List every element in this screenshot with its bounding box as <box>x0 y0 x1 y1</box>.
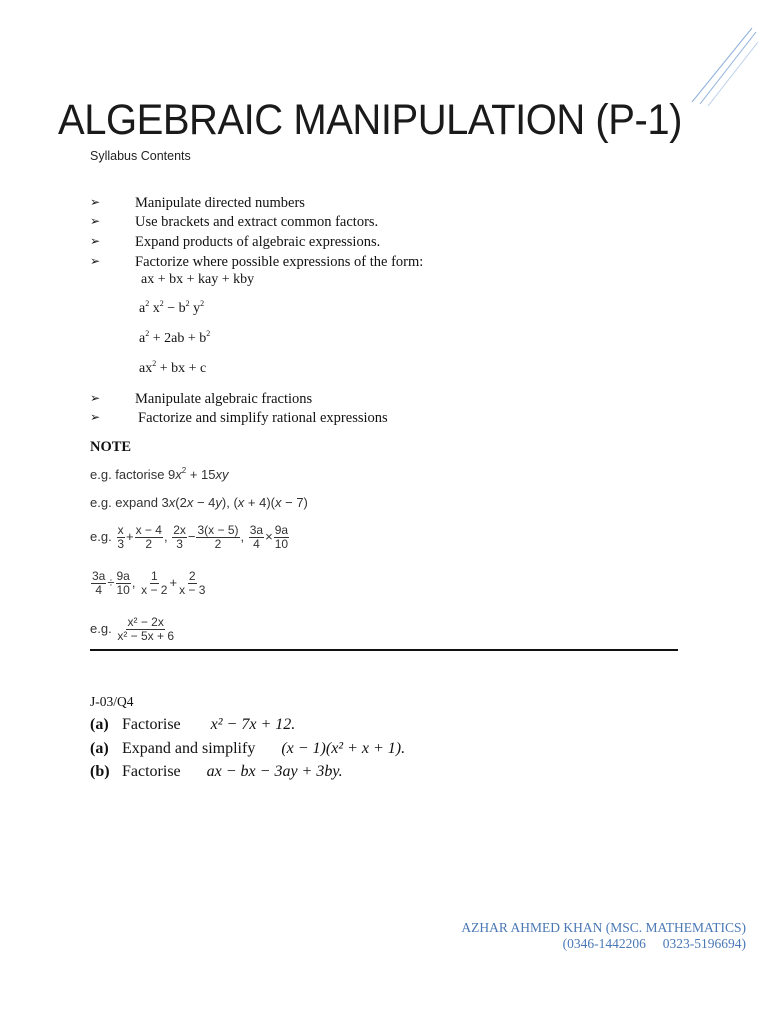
expr-sup: 2 <box>200 299 205 308</box>
fraction <box>178 570 206 597</box>
fraction <box>196 524 239 551</box>
expr-sup: 2 <box>152 359 157 368</box>
fraction-numerator: x² − 2x <box>127 615 164 629</box>
operator: , <box>131 574 136 590</box>
fraction <box>91 570 106 597</box>
expr-part: x <box>149 301 160 316</box>
page-title: ALGEBRAIC MANIPULATION (P-1) <box>58 96 682 144</box>
expr-part: y <box>189 301 201 316</box>
syllabus-item-label: Factorize where possible expressions of the form: <box>135 254 424 270</box>
question-part-label: (a) <box>90 716 109 733</box>
question-part-label: (a) <box>90 740 109 757</box>
section-divider <box>90 649 678 651</box>
fraction <box>116 570 131 597</box>
syllabus-item-label: Manipulate algebraic fractions <box>135 391 313 407</box>
fraction <box>116 616 175 643</box>
fraction-denominator: 3 <box>176 537 183 551</box>
fraction-denominator: 2 <box>214 537 222 551</box>
example-fractions-row-1 <box>90 524 290 551</box>
question-part-expr: ax − bx − 3ay + 3by. <box>206 763 343 780</box>
example-text: ), ( <box>221 495 238 510</box>
note-heading: NOTE <box>90 439 132 455</box>
example-text: e.g. factorise 9 <box>90 467 176 482</box>
expr-sup: 2 <box>206 329 211 338</box>
page-subtitle: Syllabus Contents <box>90 149 191 163</box>
question-id: J-03/Q4 <box>90 694 134 709</box>
example-var: x <box>275 495 282 510</box>
fraction <box>172 524 187 551</box>
fraction-numerator: x <box>117 523 124 537</box>
fraction <box>135 524 163 551</box>
operator: + <box>169 574 178 590</box>
fraction-numerator: 2 <box>188 569 196 583</box>
example-sup: 2 <box>181 466 187 475</box>
expr-part: + bx + c <box>156 361 207 376</box>
example-var: xy <box>215 467 229 482</box>
operator: − <box>187 528 196 544</box>
example-rational <box>90 616 176 643</box>
form-expression-2 <box>139 301 204 317</box>
fraction <box>249 524 264 551</box>
fraction-numerator: 3a <box>92 569 106 583</box>
question-part-verb: Expand and simplify <box>122 740 256 757</box>
operator: + <box>126 528 134 544</box>
question-part-expr: (x − 1)(x² + x + 1). <box>281 740 406 757</box>
syllabus-item-label: Expand products of algebraic expressions. <box>135 234 381 250</box>
expr-sup: 2 <box>145 299 150 308</box>
fraction-denominator: 2 <box>145 537 153 551</box>
form-expression-1: ax + bx + kay + kby <box>141 272 255 287</box>
bullet-arrow-icon: ➢ <box>90 214 101 228</box>
expr-part: ax <box>139 361 153 376</box>
question-part-label: (b) <box>90 763 110 780</box>
fraction-numerator: 3(x − 5) <box>197 523 239 537</box>
question-part-verb: Factorise <box>122 716 181 733</box>
fraction-numerator: 2x <box>173 523 186 537</box>
fraction-numerator: 3a <box>249 523 264 537</box>
expr-part: a <box>139 331 146 346</box>
fraction <box>116 524 125 551</box>
expr-sup: 2 <box>145 329 150 338</box>
question-part-expr: x² − 7x + 12. <box>210 716 296 733</box>
operator: , <box>240 528 245 544</box>
bullet-arrow-icon: ➢ <box>90 195 101 209</box>
form-expression-3 <box>139 331 210 347</box>
expr-part: − b <box>163 301 186 316</box>
question-part <box>90 716 295 734</box>
fraction-numerator: 9a <box>116 569 130 583</box>
example-fractions-row-2 <box>90 570 207 597</box>
example-factorise <box>90 467 229 482</box>
example-expand <box>90 495 308 510</box>
corner-decoration <box>690 20 760 110</box>
example-text: − 4 <box>193 495 216 510</box>
fraction-denominator: 4 <box>95 583 103 597</box>
example-var: y <box>215 495 222 510</box>
question-part <box>90 740 405 758</box>
fraction-denominator: 10 <box>116 583 130 597</box>
syllabus-item-label: Manipulate directed numbers <box>135 195 305 211</box>
example-text: e.g. <box>90 620 112 636</box>
bullet-arrow-icon: ➢ <box>90 234 101 248</box>
operator: × <box>265 528 273 544</box>
operator: , <box>163 528 168 544</box>
fraction-denominator: x² − 5x + 6 <box>117 629 175 643</box>
fraction-denominator: 4 <box>253 537 260 551</box>
bullet-arrow-icon: ➢ <box>90 391 101 405</box>
example-text: − 7) <box>281 495 308 510</box>
operator: ÷ <box>107 574 115 590</box>
bullet-arrow-icon: ➢ <box>90 410 101 424</box>
example-var: x <box>168 495 176 510</box>
example-var: x <box>175 467 182 482</box>
footer-phone <box>563 936 746 952</box>
fraction-numerator: x − 4 <box>135 523 162 537</box>
fraction-denominator: x − 3 <box>179 583 206 597</box>
footer-phone-text: (0346-1442206 0323-5196694) <box>562 936 746 951</box>
footer-author: AZHAR AHMED KHAN (MSC. MATHEMATICS) <box>461 920 746 935</box>
fraction-numerator: 9a <box>274 523 289 537</box>
syllabus-item-label: Factorize and simplify rational expressions <box>138 410 388 426</box>
example-text: (2 <box>175 495 187 510</box>
fraction-numerator: 1 <box>150 569 158 583</box>
question-part <box>90 763 343 781</box>
question-part-verb: Factorise <box>122 763 181 780</box>
example-var: x <box>186 495 194 510</box>
fraction-denominator: x − 2 <box>141 583 168 597</box>
example-text: + 15 <box>186 467 216 482</box>
fraction-denominator: 3 <box>117 537 124 551</box>
form-expression-4 <box>139 361 206 377</box>
example-text: e.g. <box>90 528 112 544</box>
fraction <box>140 570 168 597</box>
expr-part: + 2ab + b <box>149 331 207 346</box>
example-text: + 4)( <box>244 495 276 510</box>
example-var: x <box>237 495 245 510</box>
expr-sup: 2 <box>185 299 190 308</box>
example-text: e.g. expand 3 <box>90 495 169 510</box>
bullet-arrow-icon: ➢ <box>90 254 101 268</box>
expr-part: a <box>139 301 146 316</box>
expr-sup: 2 <box>159 299 164 308</box>
fraction-denominator: 10 <box>274 537 289 551</box>
syllabus-item-label: Use brackets and extract common factors. <box>135 214 379 230</box>
fraction <box>274 524 289 551</box>
